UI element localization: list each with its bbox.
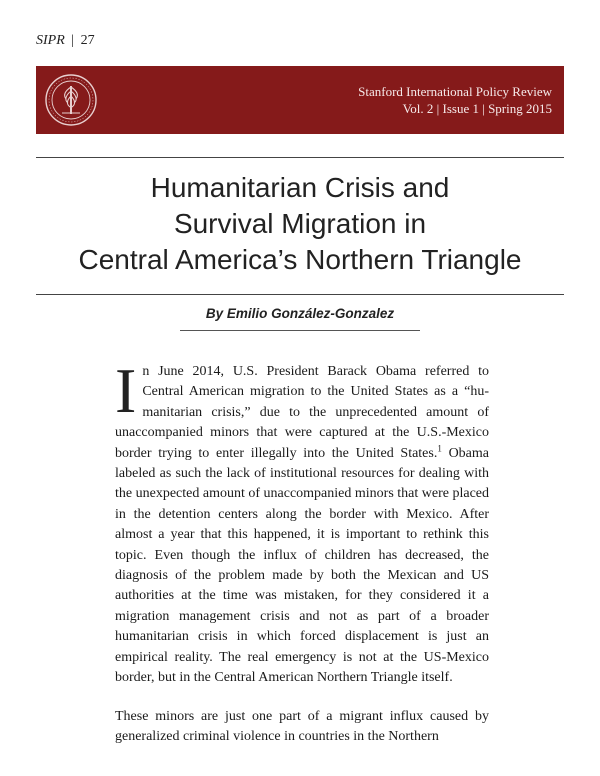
journal-abbrev: SIPR: [36, 33, 65, 48]
paragraph-text-continued: Obama labeled as such the lack of institutional resources for dealing with the unexpected amount of unaccompanied minors that were placed in the detention centers along the border with Mexico. After almost a year that this happened, it is important to rethink this topic. Even though the influx of children has decreased, the diagnosis of the problem made by both the Mexican and US authorities at the time was mistaken, for they considered it a migration management crisis and not as part of a broader humanitarian crisis in which forced displacement is just an empirical reality. The real emergency is not at the US-Mexico border, but in the Central American Northern Triangle itself.: [115, 445, 489, 686]
drop-cap: I: [115, 355, 137, 426]
article-title: [36, 170, 564, 278]
running-head: [36, 33, 95, 49]
stanford-seal-icon: [44, 73, 98, 127]
title-line: Central America’s Northern Triangle: [78, 244, 522, 275]
top-divider: [36, 157, 564, 158]
banner-text: [358, 83, 552, 117]
title-line: Survival Migration in: [173, 208, 427, 239]
footnote-marker[interactable]: 1: [437, 442, 442, 453]
paragraph: These minors are just one part of a migrant influx caused by generalized criminal violence in countries in the Northern: [115, 708, 489, 744]
issue-info: Vol. 2 | Issue 1 | Spring 2015: [402, 101, 552, 116]
title-line: Humanitarian Crisis and: [150, 172, 450, 203]
journal-banner: [36, 66, 564, 134]
byline-divider: [180, 330, 420, 331]
title-divider: [36, 294, 564, 295]
page-number: 27: [80, 33, 95, 48]
byline: By Emilio González-Gonzalez: [205, 306, 395, 321]
article-body: [115, 355, 489, 747]
journal-name: Stanford International Policy Review: [358, 84, 552, 99]
paragraph: [115, 355, 489, 689]
paragraph-text: n June 2014, U.S. President Barack Obama referred to Central American migration to the United States as a “humanitarian crisis,” due to the unprecedented amount of unaccompanied minors that were captured at the U.S.-Mexico border trying to enter illegally into the United States.: [115, 364, 489, 461]
header-separator: |: [71, 33, 75, 48]
